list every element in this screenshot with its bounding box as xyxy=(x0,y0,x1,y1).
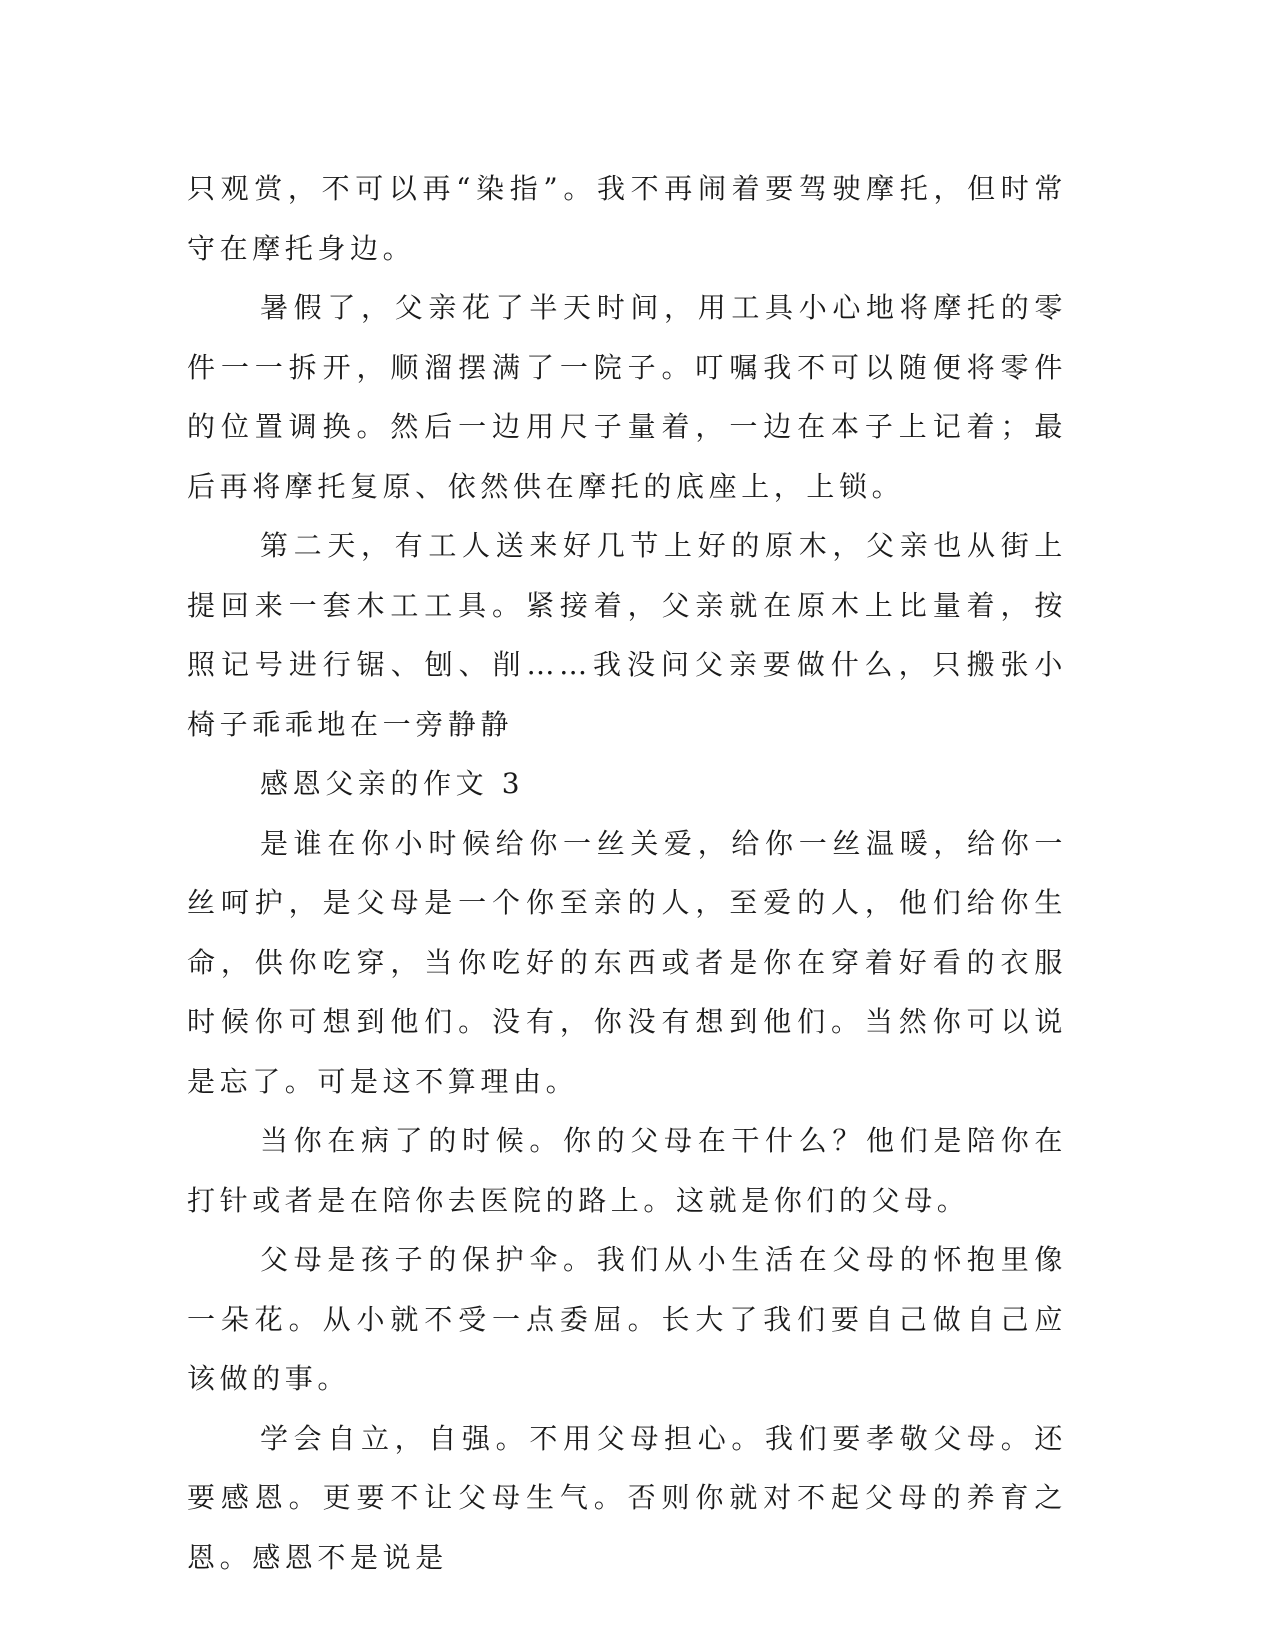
paragraph-3: 第二天，有工人送来好几节上好的原木，父亲也从街上提回来一套木工工具。紧接着，父亲就在原木上比量着，按照记号进行锯、刨、削……我没问父亲要做什么，只搬张小椅子乖乖地在一旁静静 xyxy=(187,529,1067,741)
paragraph-7: 学会自立，自强。不用父母担心。我们要孝敬父母。还要感恩。更要不让父母生气。否则你就对不起父母的养育之恩。感恩不是说是 xyxy=(187,1421,1067,1574)
paragraph-1: 只观赏，不可以再“染指”。我不再闹着要驾驶摩托，但时常守在摩托身边。 xyxy=(187,172,1067,265)
paragraph-2: 暑假了，父亲花了半天时间，用工具小心地将摩托的零件一一拆开，顺溜摆满了一院子。叮嘱我不可以随便将零件的位置调换。然后一边用尺子量着，一边在本子上记着；最后再将摩托复原、依然供在摩托的底座上，上锁。 xyxy=(187,291,1067,503)
document-body xyxy=(187,159,1067,1587)
section-heading: 感恩父亲的作文 3 xyxy=(260,767,525,800)
paragraph-4: 是谁在你小时候给你一丝关爱，给你一丝温暖，给你一丝呵护，是父母是一个你至亲的人，至爱的人，他们给你生命，供你吃穿，当你吃好的东西或者是你在穿着好看的衣服时候你可想到他们。没有，你没有想到他们。当然你可以说是忘了。可是这不算理由。 xyxy=(187,826,1067,1098)
paragraph-5: 当你在病了的时候。你的父母在干什么？他们是陪你在打针或者是在陪你去医院的路上。这就是你们的父母。 xyxy=(187,1124,1067,1217)
paragraph-6: 父母是孩子的保护伞。我们从小生活在父母的怀抱里像一朵花。从小就不受一点委屈。长大了我们要自己做自己应该做的事。 xyxy=(187,1243,1067,1395)
